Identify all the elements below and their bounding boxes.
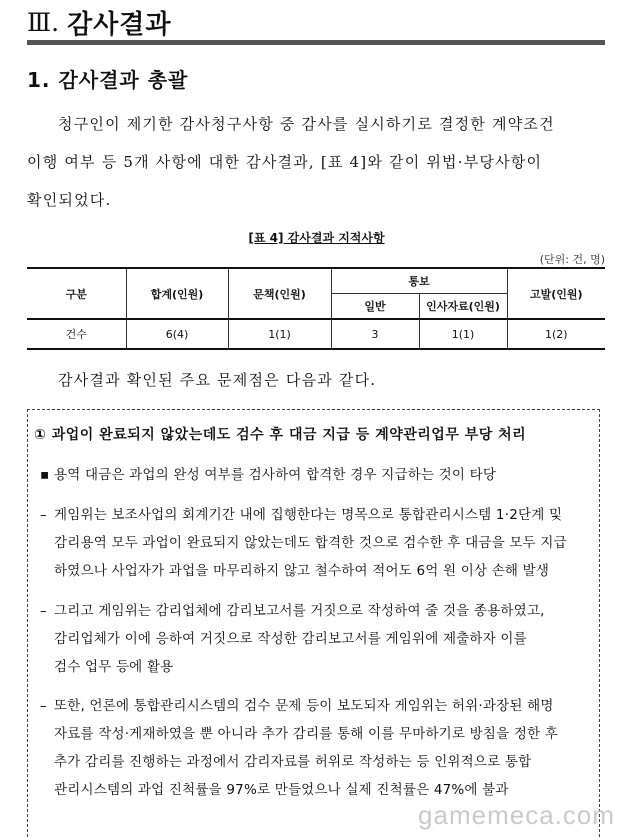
dash-bullet-icon: – (40, 603, 47, 619)
header-category: 구분 (27, 268, 126, 319)
finding-item-1: ▪ 용역 대금은 과업의 완성 여부를 검사하여 합격한 경우 지급하는 것이 타당 (40, 467, 497, 483)
finding-item-3-line-1: – 그리고 게임위는 감리업체에 감리보고서를 거짓으로 작성하여 줄 것을 종용하였고, (40, 603, 545, 619)
audit-results-table (27, 267, 605, 350)
finding-item-4-line-2: 자료를 작성·게재하였을 뿐 아니라 추가 감리를 통해 이를 무마하기로 방침을 정한 후 (54, 726, 559, 742)
cell-label: 건수 (27, 319, 126, 349)
intro-line-2: 이행 여부 등 5개 사항에 대한 감사결과, [표 4]와 같이 위법·부당사항이 (27, 153, 543, 171)
cell-personnel: 1(1) (419, 319, 507, 349)
section-title: 1. 감사결과 총괄 (27, 68, 189, 92)
summary-line: 감사결과 확인된 주요 문제점은 다음과 같다. (58, 371, 377, 389)
finding-item-2-line-1: – 게임위는 보조사업의 회계기간 내에 집행한다는 명목으로 통합관리시스템 1·2단계 및 (40, 507, 563, 523)
intro-line-1: 청구인이 제기한 감사청구사항 중 감사를 실시하기로 결정한 계약조건 (58, 115, 555, 133)
header-disciplinary: 문책(인원) (228, 268, 331, 319)
chapter-number: Ⅲ. (27, 7, 60, 37)
header-total: 합계(인원) (126, 268, 228, 319)
finding-item-3-line-2: 감리업체가 이에 응하여 거짓으로 작성한 감리보고서를 게임위에 제출하자 이를 (54, 631, 527, 647)
finding-item-4-line-3: 추가 감리를 진행하는 과정에서 감리자료를 허위로 작성하는 등 인위적으로 통합 (54, 754, 532, 770)
cell-disciplinary: 1(1) (228, 319, 331, 349)
cell-general: 3 (331, 319, 419, 349)
finding-item-4-line-1: – 또한, 언론에 통합관리시스템의 검수 문제 등이 보도되자 게임위는 허위·과장된 해명 (40, 698, 554, 714)
finding-item-3-line-3: 검수 업무 등에 활용 (54, 659, 174, 675)
finding-item-2-line-2: 감리용역 모두 과업이 완료되지 않았는데도 합격한 것으로 검수한 후 대금을 모두 지급 (54, 535, 567, 551)
cell-total: 6(4) (126, 319, 228, 349)
watermark: gamemeca.com (418, 800, 615, 830)
intro-line-3: 확인되었다. (27, 191, 112, 209)
finding-item-2-line-3: 하였으나 사업자가 과업을 마무리하지 않고 철수하여 적어도 6억 원 이상 손해 발생 (54, 563, 550, 579)
finding-title: ① 과업이 완료되지 않았는데도 검수 후 대금 지급 등 계약관리업무 부당 처리 (34, 427, 527, 443)
chapter-divider (27, 40, 605, 45)
finding-item-4-line-4: 관리시스템의 과업 진척률을 97%로 만들었으나 실제 진척률은 47%에 불과 (54, 782, 509, 798)
table-unit: (단위: 건, 명) (539, 253, 605, 266)
cell-accusation: 1(2) (507, 319, 605, 349)
chapter-heading (27, 2, 172, 42)
table-row (27, 319, 605, 349)
header-general: 일반 (331, 294, 419, 320)
dash-bullet-icon: – (40, 507, 47, 523)
table-caption: [표 4] 감사결과 지적사항 (248, 231, 385, 245)
header-notice: 통보 (331, 268, 507, 294)
dash-bullet-icon: – (40, 698, 47, 714)
chapter-title: 감사결과 (67, 9, 172, 40)
header-personnel: 인사자료(인원) (419, 294, 507, 320)
header-accusation: 고발(인원) (507, 268, 605, 319)
square-bullet-icon: ▪ (40, 467, 50, 483)
